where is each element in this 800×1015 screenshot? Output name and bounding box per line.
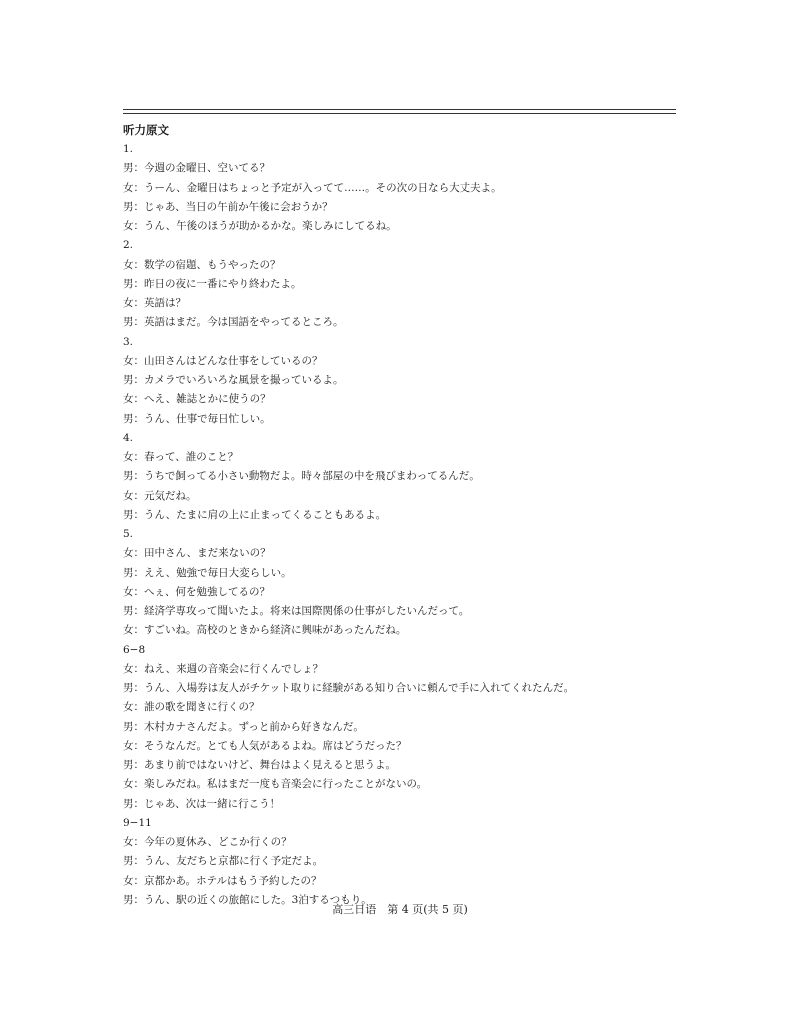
transcript-line: 男：昨日の夜に一番にやり終わたよ。: [123, 277, 302, 290]
transcript-line: 女：へぇ、何を勉強してるの？: [123, 585, 270, 598]
transcript-line: 男：じゃあ、次は一緒に行こう！: [123, 797, 281, 810]
transcript-body: [123, 140, 676, 910]
transcript-line: 9−11: [123, 816, 152, 829]
transcript-line: 女：うん、午後のほうが助かるかな。楽しみにしてるね。: [123, 220, 397, 232]
transcript-line: 女：楽しみだね。私はまだ一度も音楽会に行ったことがないの。: [123, 778, 428, 791]
transcript-line: 6−8: [123, 643, 146, 656]
transcript-line: 女：数学の宿題、もうやったの？: [123, 258, 281, 271]
transcript-line: 女：英語は？: [123, 297, 186, 309]
transcript-line: 1.: [123, 143, 134, 155]
transcript-line: 女：すごいね。高校のときから経済に興味があったんだね。: [123, 624, 407, 637]
transcript-line: 男：木村カナさんだよ。ずっと前から好きなんだ。: [123, 720, 364, 733]
transcript-line: 男：カメラでいろいろな風景を撮っているよ。: [123, 374, 344, 386]
transcript-line: 女：春って、誰のこと？: [123, 451, 239, 463]
transcript-line: 女：田中さん、まだ来ないの？: [123, 547, 271, 560]
transcript-line: 男：うん、仕事で毎日忙しい。: [123, 412, 271, 425]
transcript-line: 女：そうなんだ。とても人気があるよね。席はどうだった？: [123, 739, 407, 752]
transcript-line: 女：うーん、金曜日はちょっと予定が入ってて……。その次の日なら大丈夫よ。: [123, 181, 502, 194]
transcript-line: 男：経済学専攻って聞いたよ。将来は国際関係の仕事がしたいんだって。: [123, 605, 470, 617]
header-rule-top: [123, 109, 676, 110]
transcript-line: 男：英語はまだ。今は国語をやってるところ。: [123, 316, 344, 329]
transcript-line: 男：うん、友だちと京都に行く予定だよ。: [123, 855, 324, 868]
transcript-line: 女：ねえ、来週の音楽会に行くんでしょ？: [123, 662, 324, 675]
transcript-line: 3.: [123, 335, 134, 348]
transcript-line: 男：うん、たまに肩の上に止まってくることもあるよ。: [123, 508, 387, 521]
transcript-line: 男：じゃあ、当日の午前か午後に会おうか？: [123, 200, 333, 213]
transcript-line: 女：へえ、雑誌とかに使うの？: [123, 393, 271, 406]
transcript-line: 女：元気だね。: [123, 489, 197, 502]
transcript-line: 女：今年の夏休み、どこか行くの？: [123, 836, 292, 848]
section-heading: 听力原文: [123, 123, 169, 137]
transcript-line: 男：うん、入場券は友人がチケット取りに経験がある知り合いに頼んで手に入れてくれたんだ。: [123, 682, 575, 694]
transcript-line: 女：山田さんはどんな仕事をしているの？: [123, 354, 323, 367]
transcript-line: 女：誰の歌を聞きに行くの？: [123, 701, 260, 714]
transcript-line: 男：今週の金曜日、空いてる？: [123, 162, 270, 175]
transcript-line: 4.: [123, 431, 134, 444]
transcript-line: 2.: [123, 239, 134, 252]
transcript-line: 男：あまり前ではないけど、舞台はよく見えると思うよ。: [123, 759, 396, 771]
transcript-line: 男：うちで飼ってる小さい動物だよ。時々部屋の中を飛びまわってるんだ。: [123, 470, 480, 483]
header-rule-bottom: [123, 113, 676, 114]
transcript-line: 5.: [123, 528, 134, 540]
transcript-line: 女：京都かあ。ホテルはもう予約したの？: [123, 874, 322, 887]
transcript-line: 男：ええ、勉強で毎日大変らしい。: [123, 566, 292, 579]
page-footer: 高三日语 第 4 页(共 5 页): [332, 903, 468, 916]
transcript-line: 男：うん、駅の近くの旅館にした。3泊するつもり。: [123, 893, 372, 906]
